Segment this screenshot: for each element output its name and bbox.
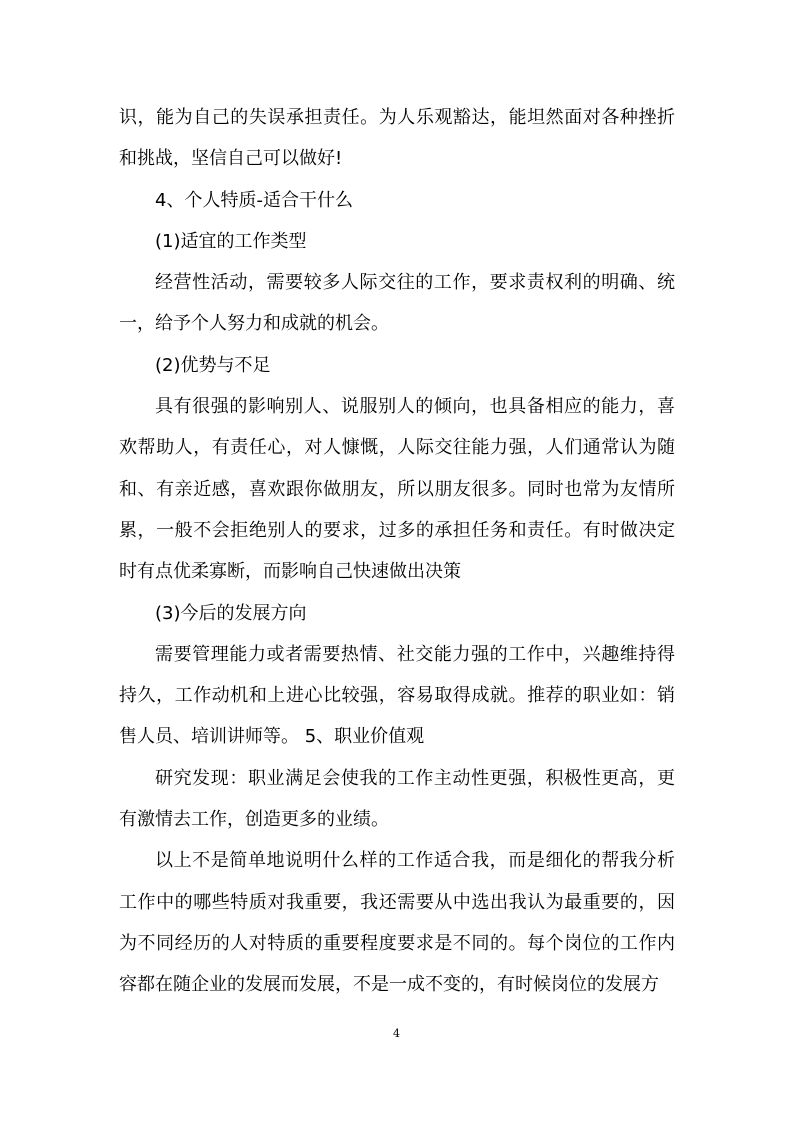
- subheading-strengths-weaknesses: (2)优势与不足: [155, 354, 271, 376]
- paragraph-analysis: 以上不是简单地说明什么样的工作适合我，而是细化的帮我分析工作中的哪些特质对我重要，我还需要从中选出我认为最重要的，因为不同经历的人对特质的重要程度要求是不同的。每个岗位的工作内容都在随企业的发展而发展，不是一成不变的，有时候岗位的发展方: [119, 850, 675, 996]
- paragraph-strengths-weaknesses: 具有很强的影响别人、说服别人的倾向，也具备相应的能力，喜欢帮助人，有责任心，对人慷慨，人际交往能力强，人们通常认为随和、有亲近感，喜欢跟你做朋友，所以朋友很多。同时也常为友情所累，一般不会拒绝别人的要求，过多的承担任务和责任。有时做决定时有点优柔寡断，而影响自己快速做出决策: [119, 396, 675, 583]
- page-body: [119, 97, 675, 1006]
- paragraph-work-types: 经营性活动，需要较多人际交往的工作，要求责权利的明确、统一，给予个人努力和成就的机会。: [119, 272, 675, 335]
- paragraph-research-findings: 研究发现：职业满足会使我的工作主动性更强，积极性更高，更有激情去工作，创造更多的业绩。: [119, 767, 675, 831]
- subheading-work-types: (1)适宜的工作类型: [155, 230, 307, 252]
- heading-personal-traits: 4、个人特质-适合干什么: [155, 189, 353, 211]
- page-number: 4: [393, 1027, 400, 1040]
- paragraph-future-direction: 需要管理能力或者需要热情、社交能力强的工作中，兴趣维持得持久，工作动机和上进心比较强，容易取得成就。推荐的职业如：销售人员、培训讲师等。 5、职业价值观: [119, 643, 675, 748]
- paragraph-continuation: 识，能为自己的失误承担责任。为人乐观豁达，能坦然面对各种挫折和挑战，坚信自己可以做好!: [119, 107, 675, 170]
- subheading-future-direction: (3)今后的发展方向: [155, 602, 307, 624]
